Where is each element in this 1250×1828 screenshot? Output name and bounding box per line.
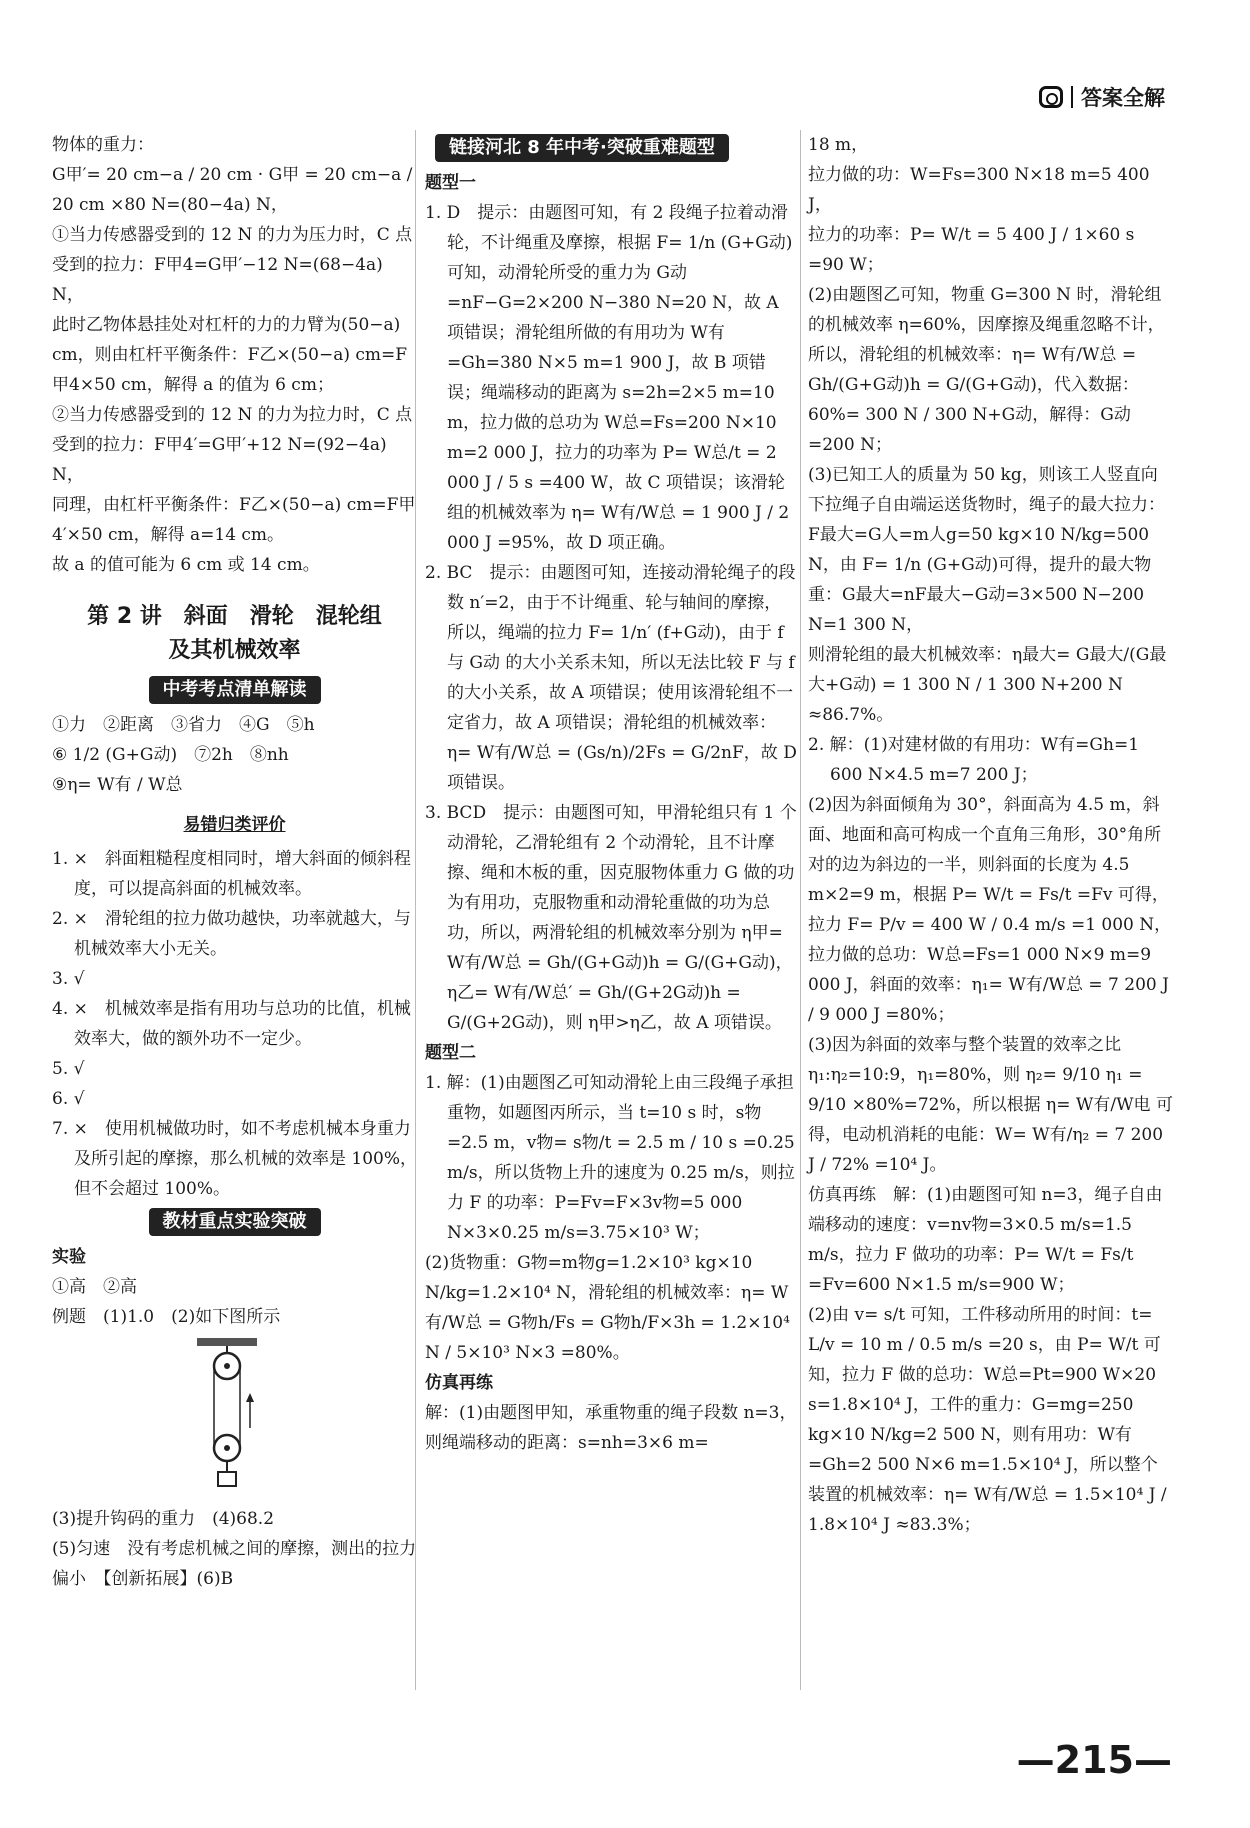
answer-item: 仿真再练 解：(1)由题图可知 n=3，绳子自由端移动的速度：v=nv物=3×0.5 m/s=1.5 m/s，拉力 F 做功的功率：P= W/t = Fs/t =Fv=600 N×1.5 m/s=900 W；	[808, 1185, 1163, 1295]
answer-line: ⑥ 1/2 (G+G动) ⑦2h ⑧nh	[52, 745, 289, 765]
text-line: (3)已知工人的质量为 50 kg，则该工人竖直向下拉绳子自由端运送货物时，绳子的最大拉力：F最大=G人=m人g=50 kg×10 N/kg=500 N，由 F= 1/n (G+G动)可得，提升的最大物重：G最大=nF最大−G动=3×500 N−200 N=1 300 N，	[808, 465, 1165, 635]
text-line: 同理，由杠杆平衡条件：F乙×(50−a) cm=F甲4′×50 cm，解得 a=14 cm。	[52, 495, 416, 545]
text-line: 物体的重力：	[52, 135, 154, 155]
header-divider	[1071, 86, 1073, 108]
text-line: 故 a 的值可能为 6 cm 或 14 cm。	[52, 555, 320, 575]
answer-line: 例题 (1)1.0 (2)如下图所示	[52, 1307, 281, 1327]
text-line: G甲′= 20 cm−a / 20 cm · G甲 = 20 cm−a / 20 cm ×80 N=(80−4a) N，	[52, 165, 413, 215]
answer-item: 1. 解：(1)由题图乙可知动滑轮上由三段绳子承担重物，如题图丙所示，当 t=10 s 时，s物=2.5 m，v物= s物/t = 2.5 m / 10 s =0.25 m/s，所以货物上升的速度为 0.25 m/s，则拉力 F 的功率：P=Fv=F×3v物=5 000 N×3×0.25 m/s=3.75×10³ W；	[425, 1073, 795, 1243]
answer-item: 3. BCD 提示：由题图可知，甲滑轮组只有 1 个动滑轮，乙滑轮组有 2 个动滑轮，且不计摩擦、绳和木板的重，因克服物体重力 G 做的功为有用功，克服物重和动滑轮重做的功为总功，所以，两滑轮组的机械效率分别为 η甲= W有/W总 = Gh/(G+G动)h = G/(G+G动)，η乙= W有/W总′ = Gh/(G+2G动)h = G/(G+2G动)，则 η甲>η乙，故 A 项错误。	[425, 803, 797, 1033]
header-title: 答案全解	[1081, 86, 1165, 110]
column-right	[808, 130, 1173, 1540]
answer-item: 3. √	[52, 969, 85, 989]
subsection-heading: 易错归类评价	[183, 815, 286, 835]
answer-item: 6. √	[52, 1089, 85, 1109]
answer-line: (5)匀速 没有考虑机械之间的摩擦，测出的拉力偏小 【创新拓展】(6)B	[52, 1539, 417, 1589]
answer-item: 2. × 滑轮组的拉力做功越快，功率就越大，与机械效率大小无关。	[52, 909, 411, 959]
column-left	[52, 130, 417, 1594]
text-line: (2)由题图乙可知，物重 G=300 N 时，滑轮组的机械效率 η=60%，因摩擦及绳重忽略不计，所以，滑轮组的机械效率：η= W有/W总 = Gh/(G+G动)h = G/(G+G动)，代入数据：60%= 300 N / 300 N+G动，解得：G动=200 N；	[808, 285, 1165, 455]
experiment-label: 实验	[52, 1247, 86, 1267]
lecture-title	[52, 600, 417, 668]
column-divider	[800, 130, 801, 1690]
text-line: 则滑轮组的最大机械效率：η最大= G最大/(G最大+G动) = 1 300 N / 1 300 N+200 N ≈86.7%。	[808, 645, 1167, 725]
answer-item: 1. × 斜面粗糙程度相同时，增大斜面的倾斜程度，可以提高斜面的机械效率。	[52, 849, 411, 899]
pulley-diagram-icon	[192, 1338, 262, 1488]
page-number: — 215 —	[1017, 1738, 1172, 1782]
text-line: (3)因为斜面的效率与整个装置的效率之比 η₁:η₂=10:9，η₁=80%，则 η₂= 9/10 η₁ = 9/10 ×80%=72%，所以根据 η= W有/W电 可得，电动机消耗的电能：W= W有/η₂ = 7 200 J / 72% =10⁴ J。	[808, 1035, 1173, 1175]
text-line: (2)由 v= s/t 可知，工件移动所用的时间：t= L/v = 10 m / 0.5 m/s =20 s，由 P= W/t 可知，拉力 F 做的总功：W总=Pt=900 W×20 s=1.8×10⁴ J，工件的重力：G=mg=250 kg×10 N/kg=2 500 N，则有用功：W有=Gh=2 500 N×6 m=1.5×10⁴ J，所以整个装置的机械效率：η= W有/W总 = 1.5×10⁴ J / 1.8×10⁴ J ≈83.3%；	[808, 1305, 1167, 1535]
answer-item: 7. × 使用机械做功时，如不考虑机械本身重力及所引起的摩擦，那么机械的效率是 100%，但不会超过 100%。	[52, 1119, 418, 1199]
question-type-label: 题型二	[425, 1043, 476, 1063]
column-middle	[425, 130, 797, 1458]
section-heading: 中考考点清单解读	[149, 676, 321, 704]
answer-item: 解：(1)由题图甲知，承重物重的绳子段数 n=3，则绳端移动的距离：s=nh=3×6 m=	[425, 1403, 797, 1453]
text-line: 拉力做的功：W=Fs=300 N×18 m=5 400 J，	[808, 165, 1150, 215]
answer-line: ⑨η= W有 / W总	[52, 775, 183, 795]
answer-item: (2)货物重：G物=m物g=1.2×10³ kg×10 N/kg=1.2×10⁴ N，滑轮组的机械效率：η= W有/W总 = G物h/Fs = G物h/F×3h = 1.2×10⁴ N / 5×10³ N×3 =80%。	[425, 1253, 790, 1363]
answer-line: ①力 ②距离 ③省力 ④G ⑤h	[52, 715, 315, 735]
practice-label: 仿真再练	[425, 1373, 493, 1393]
question-type-label: 题型一	[425, 173, 476, 193]
page-header	[1039, 82, 1165, 112]
section-heading: 链接河北 8 年中考·突破重难题型	[435, 134, 729, 162]
answer-item: 1. D 提示：由题图可知，有 2 段绳子拉着动滑轮，不计绳重及摩擦，根据 F= 1/n (G+G动)可知，动滑轮所受的重力为 G动=nF−G=2×200 N−380 N=20 N，故 A 项错误；滑轮组所做的有用功为 W有=Gh=380 N×5 m=1 900 J，故 B 项错误；绳端移动的距离为 s=2h=2×5 m=10 m，拉力做的总功为 W总=Fs=200 N×10 m=2 000 J，拉力的功率为 P= W总/t = 2 000 J / 5 s =400 W，故 C 项错误；该滑轮组的机械效率为 η= W有/W总 = 1 900 J / 2 000 J =95%，故 D 项正确。	[425, 203, 793, 553]
text-line: 拉力的功率：P= W/t = 5 400 J / 1×60 s =90 W；	[808, 225, 1135, 275]
section-heading: 教材重点实验突破	[149, 1208, 321, 1236]
answer-item: 2. BC 提示：由题图可知，连接动滑轮绳子的段数 n′=2，由于不计绳重、轮与轴间的摩擦，所以，绳端的拉力 F= 1/n′ (f+G动)，由于 f 与 G动 的大小关系未知，所以无法比较 F 与 f 的大小关系，故 A 项错误；使用该滑轮组不一定省力，故 A 项错误；滑轮组的机械效率：η= W有/W总 = (Gs/n)/2Fs = G/2nF，故 D 项错误。	[425, 563, 797, 793]
lecture-title-line: 及其机械效率	[168, 638, 301, 663]
lecture-title-line: 第 2 讲 斜面 滑轮 混轮组	[87, 604, 382, 629]
text-line: ①当力传感器受到的 12 N 的力为压力时，C 点受到的拉力：F甲4=G甲′−12 N=(68−4a) N，	[52, 225, 413, 305]
brand-logo-icon	[1039, 86, 1063, 108]
text-line: 18 m，	[808, 135, 869, 155]
answer-item: 4. × 机械效率是指有用功与总功的比值，机械效率大，做的额外功不一定少。	[52, 999, 411, 1049]
answer-line: (3)提升钩码的重力 (4)68.2	[52, 1509, 275, 1529]
answer-item: 5. √	[52, 1059, 85, 1079]
text-line: ②当力传感器受到的 12 N 的力为拉力时，C 点受到的拉力：F甲4′=G甲′+12 N=(92−4a) N，	[52, 405, 413, 485]
answer-line: ①高 ②高	[52, 1277, 137, 1297]
text-line: 此时乙物体悬挂处对杠杆的力的力臂为(50−a) cm，则由杠杆平衡条件：F乙×(50−a) cm=F甲4×50 cm，解得 a 的值为 6 cm；	[52, 315, 408, 395]
answer-item: 2. 解：(1)对建材做的有用功：W有=Gh=1 600 N×4.5 m=7 200 J；	[808, 735, 1140, 785]
text-line: (2)因为斜面倾角为 30°，斜面高为 4.5 m，斜面、地面和高可构成一个直角三角形，30°角所对的边为斜边的一半，则斜面的长度为 4.5 m×2=9 m，根据 P= W/t = Fs/t =Fv 可得，拉力 F= P/v = 400 W / 0.4 m/s =1 000 N，拉力做的总功：W总=Fs=1 000 N×9 m=9 000 J，斜面的效率：η₁= W有/W总 = 7 200 J / 9 000 J =80%；	[808, 795, 1172, 1025]
